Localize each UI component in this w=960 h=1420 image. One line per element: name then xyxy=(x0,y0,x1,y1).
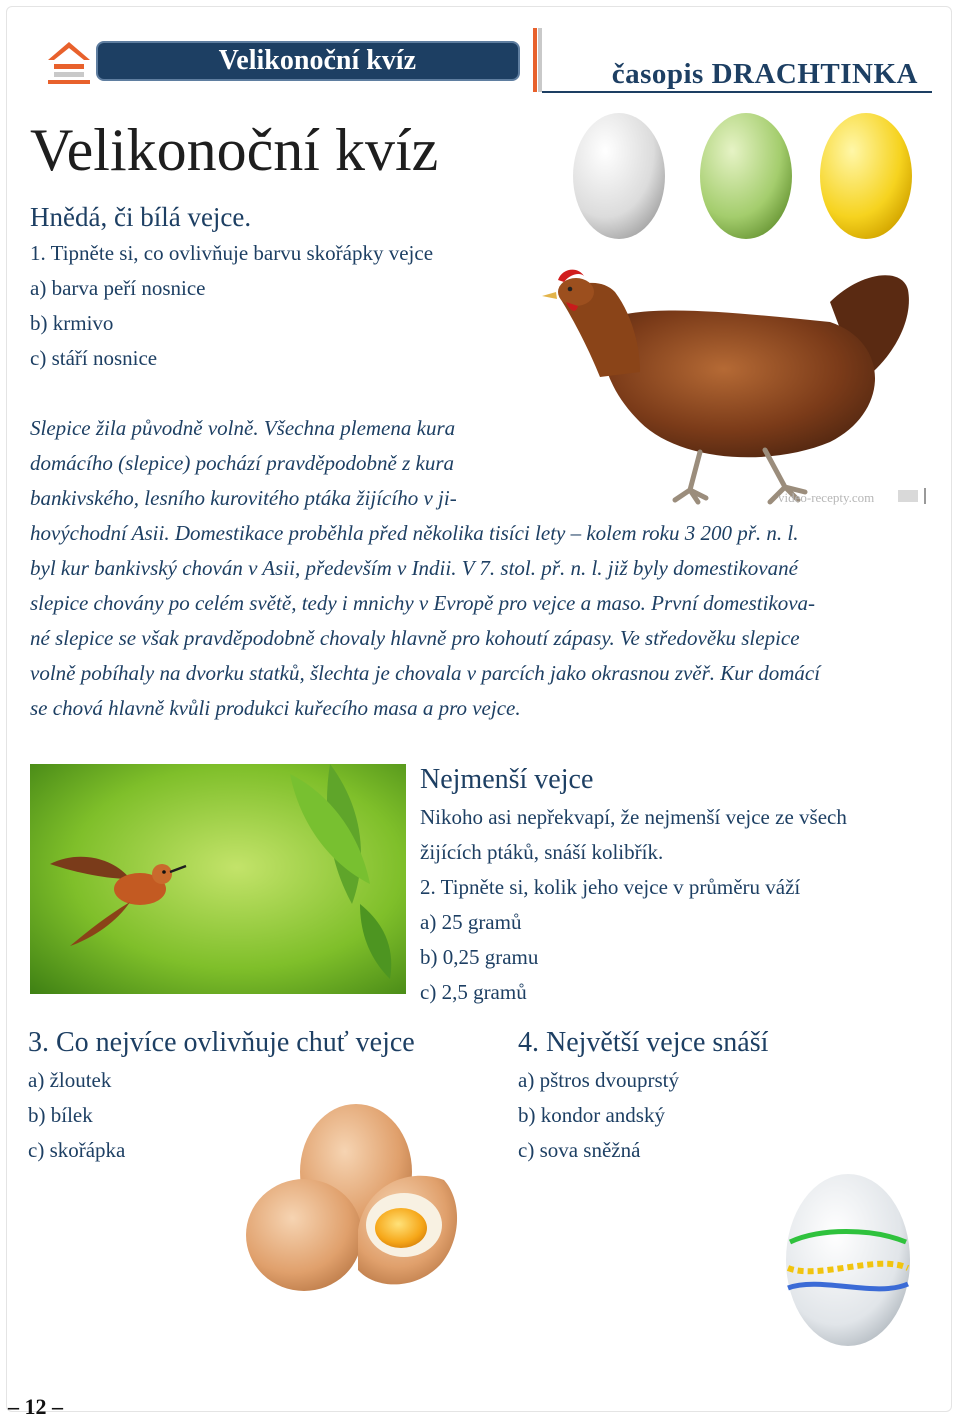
history-paragraph-line-3: bankivského, lesního kurovitého ptáka žijícího v ji- xyxy=(30,486,457,510)
history-paragraph-line-2: domácího (slepice) pochází pravděpodobně z kura xyxy=(30,451,454,475)
question-4-option-c: c) sova sněžná xyxy=(518,1138,641,1162)
chicken-image xyxy=(530,262,940,512)
history-paragraph-line-7: né slepice se však pravděpodobně chovaly hlavně pro kohoutí zápasy. Ve středověku slepice xyxy=(30,626,800,650)
question-4: 4. Největší vejce snáší xyxy=(518,1027,769,1058)
header-divider-orange xyxy=(533,28,537,92)
history-paragraph-line-9: se chová hlavně kvůli produkci kuřecího masa a pro vejce. xyxy=(30,696,521,720)
history-paragraph-line-5: byl kur bankivský chován v Asii, především v Indii. V 7. stol. př. n. l. již byly domestikované xyxy=(30,556,798,580)
question-3-option-c: c) skořápka xyxy=(28,1138,126,1162)
question-3-option-b: b) bílek xyxy=(28,1103,93,1127)
magazine-logo-icon xyxy=(44,36,94,86)
magazine-name: časopis DRACHTINKA xyxy=(611,58,918,90)
question-2: 2. Tipněte si, kolik jeho vejce v průměru váží xyxy=(420,875,801,899)
question-1: 1. Tipněte si, co ovlivňuje barvu skořápky vejce xyxy=(30,241,434,265)
brown-eggs-image xyxy=(236,1100,476,1300)
history-paragraph-line-8: volně pobíhaly na dvorku statků, šlechta je chovala v parcích jako okrasnou zvěř. Kur domácí xyxy=(30,661,821,685)
section1-title: Hnědá, či bílá vejce. xyxy=(30,202,252,232)
hummingbird-image xyxy=(30,764,406,994)
chicken-image-watermark: video-recepty.com xyxy=(778,490,875,505)
question-2-option-b: b) 0,25 gramu xyxy=(420,945,539,969)
header-rule xyxy=(542,91,932,93)
history-paragraph-line-4: hovýchodní Asii. Domestikace proběhla před několika tisíci lety – kolem roku 3 200 př. n. l. xyxy=(30,521,799,545)
page-title: Velikonoční kvíz xyxy=(30,117,439,183)
section2-intro-line-2: žijících ptáků, snáší kolibřík. xyxy=(420,840,664,864)
question-3: 3. Co nejvíce ovlivňuje chuť vejce xyxy=(28,1027,415,1058)
header-divider-gray xyxy=(538,28,542,92)
question-2-option-c: c) 2,5 gramů xyxy=(420,980,527,1004)
section2-title: Nejmenší vejce xyxy=(420,764,594,795)
question-4-option-b: b) kondor andský xyxy=(518,1103,665,1127)
question-3-option-a: a) žloutek xyxy=(28,1068,112,1092)
header-section-title: Velikonoční kvíz xyxy=(96,41,520,81)
question-4-option-a: a) pštros dvouprstý xyxy=(518,1068,679,1092)
history-paragraph-line-1: Slepice žila původně volně. Všechna plemena kura xyxy=(30,416,456,440)
question-1-option-a: a) barva peří nosnice xyxy=(30,276,206,300)
question-2-option-a: a) 25 gramů xyxy=(420,910,522,934)
question-1-option-b: b) krmivo xyxy=(30,311,114,335)
colored-eggs-image xyxy=(570,108,930,248)
section2-intro-line-1: Nikoho asi nepřekvapí, že nejmenší vejce ze všech xyxy=(420,805,847,829)
page-number: – 12 – xyxy=(8,1394,63,1419)
history-paragraph-line-6: slepice chovány po celém světě, tedy i mnichy v Evropě pro vejce a maso. První domestikova- xyxy=(30,591,816,615)
easter-egg-image xyxy=(780,1164,918,1354)
question-1-option-c: c) stáří nosnice xyxy=(30,346,158,370)
